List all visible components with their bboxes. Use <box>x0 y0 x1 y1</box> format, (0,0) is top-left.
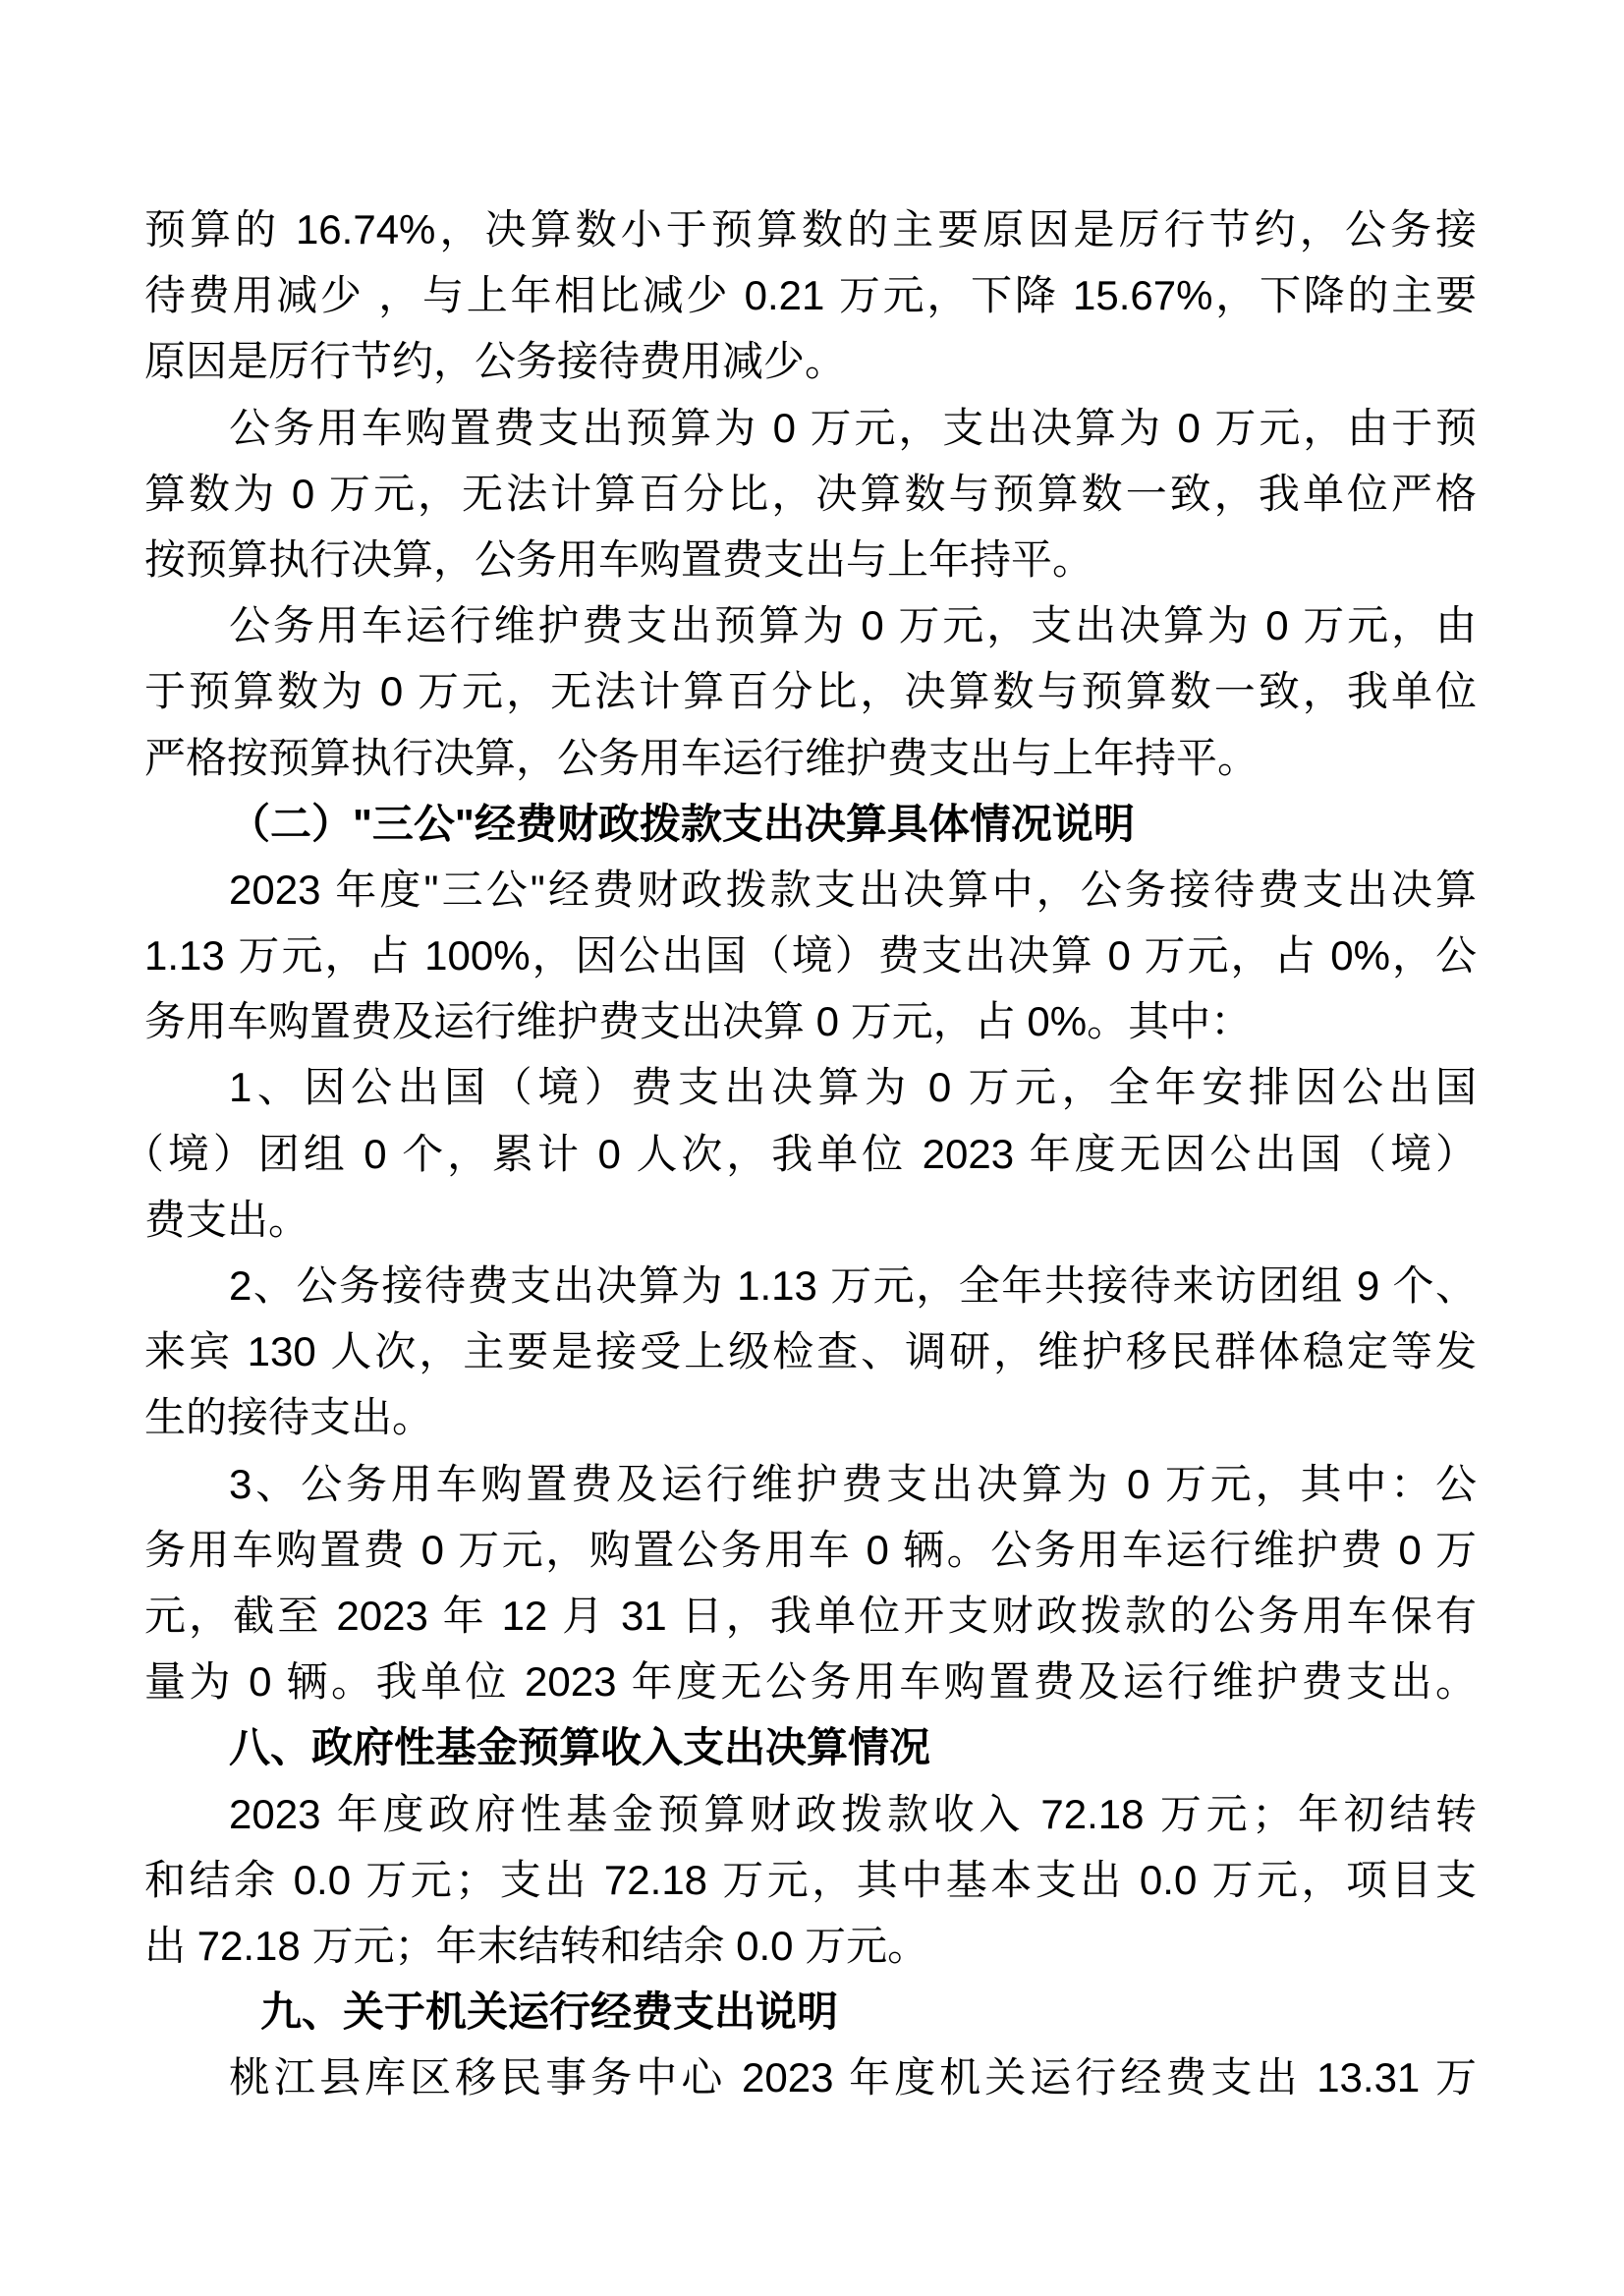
text-line: 费支出。 <box>144 1196 310 1243</box>
text-line: 2023 年度政府性基金预算财政拨款收入 72.18 万元；年初结转 <box>229 1790 1477 1837</box>
text-line: 预算的 16.74%，决算数小于预算数的主要原因是厉行节约，公务接 <box>144 206 1477 252</box>
text-line: 公务用车购置费支出预算为 0 万元，支出决算为 0 万元，由于预 <box>229 404 1477 451</box>
text-line: 来宾 130 人次，主要是接受上级检查、调研，维护移民群体稳定等发 <box>144 1328 1477 1375</box>
text-line: 算数为 0 万元，无法计算百分比，决算数与预算数一致，我单位严格 <box>144 470 1477 517</box>
text-line: 元，截至 2023 年 12 月 31 日，我单位开支财政拨款的公务用车保有 <box>144 1592 1477 1639</box>
text-line: 待费用减少 ，与上年相比减少 0.21 万元，下降 15.67%，下降的主要 <box>144 272 1477 319</box>
text-line: 于预算数为 0 万元，无法计算百分比，决算数与预算数一致，我单位 <box>144 668 1477 715</box>
text-line: 量为 0 辆。我单位 2023 年度无公务用车购置费及运行维护费支出。 <box>144 1658 1477 1706</box>
text-line: 2023 年度"三公"经费财政拨款支出决算中，公务接待费支出决算 <box>229 866 1477 913</box>
heading-section-8: 八、政府性基金预算收入支出决算情况 <box>229 1724 931 1771</box>
text-line: 原因是厉行节约，公务接待费用减少。 <box>144 338 847 385</box>
text-line: 生的接待支出。 <box>144 1394 434 1441</box>
text-line: 按预算执行决算，公务用车购置费支出与上年持平。 <box>144 535 1094 583</box>
text-line: 1.13 万元，占 100%，因公出国（境）费支出决算 0 万元，占 0%，公 <box>144 932 1477 980</box>
text-line: 2、公务接待费支出决算为 1.13 万元，全年共接待来访团组 9 个、 <box>229 1262 1477 1309</box>
heading-section-9: 九、关于机关运行经费支出说明 <box>260 1988 839 2036</box>
text-line: 1、因公出国（境）费支出决算为 0 万元，全年安排因公出国 <box>229 1064 1477 1111</box>
text-line: 3、公务用车购置费及运行维护费支出决算为 0 万元，其中：公 <box>229 1460 1477 1507</box>
text-line: 桃江县库区移民事务中心 2023 年度机关运行经费支出 13.31 万 <box>229 2054 1477 2101</box>
text-line: 务用车购置费及运行维护费支出决算 0 万元，占 0%。其中： <box>144 998 1253 1045</box>
document-text-block <box>123 196 1477 2110</box>
heading-section-2: （二）"三公"经费财政拨款支出决算具体情况说明 <box>229 800 1135 847</box>
text-line: 务用车购置费 0 万元，购置公务用车 0 辆。公务用车运行维护费 0 万 <box>144 1526 1477 1573</box>
text-line: （境）团组 0 个，累计 0 人次，我单位 2023 年度无因公出国（境） <box>123 1130 1477 1177</box>
text-line: 出 72.18 万元；年末结转和结余 0.0 万元。 <box>144 1922 929 1969</box>
text-line: 公务用车运行维护费支出预算为 0 万元，支出决算为 0 万元，由 <box>229 602 1477 649</box>
text-line: 严格按预算执行决算，公务用车运行维护费支出与上年持平。 <box>144 734 1260 781</box>
text-line: 和结余 0.0 万元；支出 72.18 万元，其中基本支出 0.0 万元，项目支 <box>144 1856 1477 1903</box>
